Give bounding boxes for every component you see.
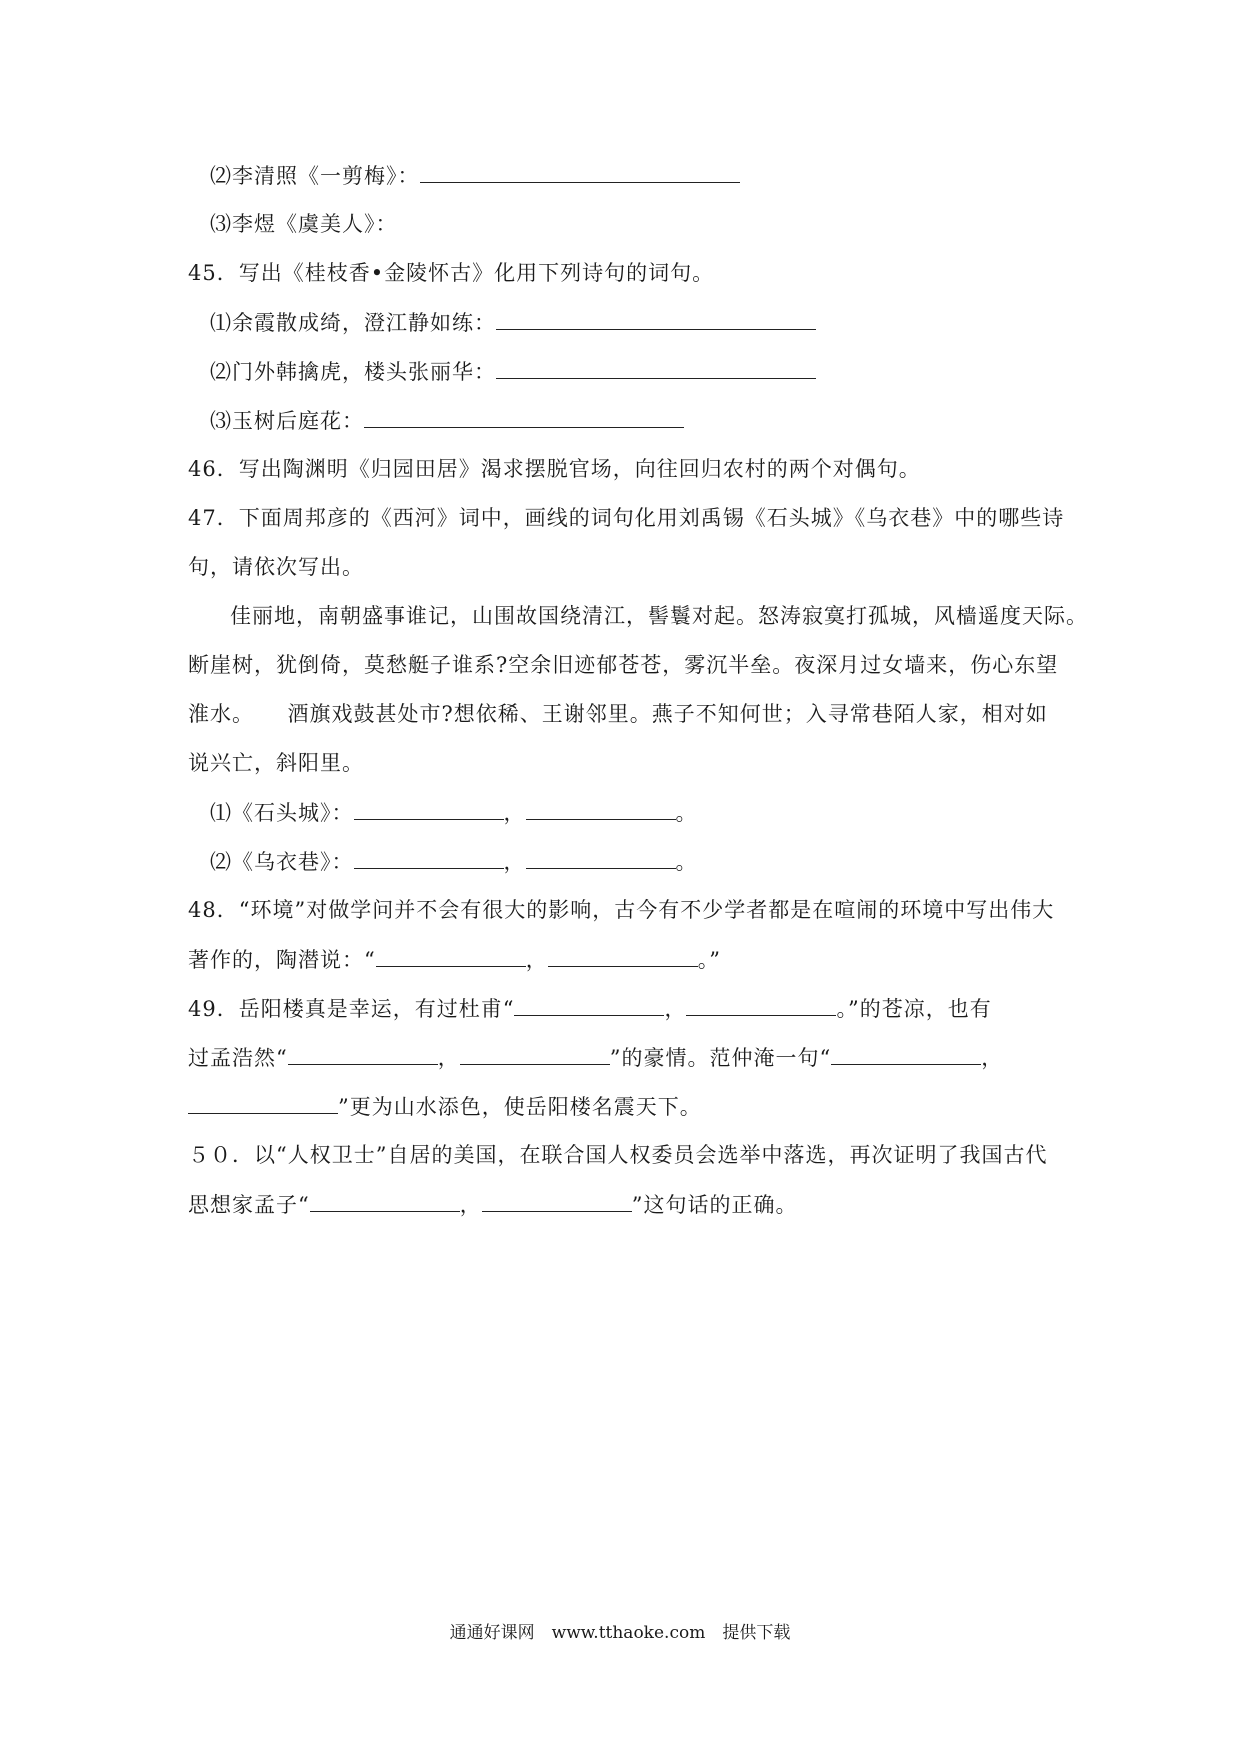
answer-blank[interactable]	[460, 1042, 610, 1065]
q49-line-3	[188, 1091, 702, 1122]
q47-item-2	[210, 846, 698, 877]
q49-line-3-suffix: ”更为山水添色，使岳阳楼名震天下。	[338, 1095, 702, 1119]
q49-line-2	[188, 1042, 1003, 1073]
q50-line-2	[188, 1189, 798, 1220]
answer-blank[interactable]	[310, 1189, 460, 1212]
q50-prefix: 思想家孟子“	[188, 1193, 310, 1217]
answer-blank[interactable]	[548, 944, 698, 967]
answer-blank[interactable]	[482, 1189, 632, 1212]
q47-item-2-label: ⑵《乌衣巷》：	[210, 850, 354, 874]
q44-item-3	[210, 209, 398, 239]
q48-line-1: 48．“环境”对做学问并不会有很大的影响，古今有不少学者都是在喧闹的环境中写出伟大	[188, 898, 1055, 922]
answer-blank[interactable]	[496, 307, 816, 330]
answer-blank[interactable]	[354, 846, 504, 869]
q45-item-1	[210, 307, 816, 338]
q48-prefix: 著作的，陶潜说：“	[188, 948, 376, 972]
q45-item-3-label: ⑶玉树后庭花：	[210, 409, 364, 433]
q45-item-2-label: ⑵门外韩擒虎，楼头张丽华：	[210, 360, 496, 384]
q50-line-1: ５０．以“人权卫士”自居的美国，在联合国人权委员会选举中落选，再次证明了我国古代	[188, 1143, 1048, 1167]
q47-passage-line-3: 淮水。 酒旗戏鼓甚处市?想依稀、王谢邻里。燕子不知何世；入寻常巷陌人家，相对如	[188, 702, 1048, 726]
comma: ，	[981, 1046, 1004, 1070]
period: 。	[675, 801, 698, 825]
q44-item-2	[210, 160, 740, 191]
q45-item-3	[210, 405, 684, 436]
q45-item-1-label: ⑴余霞散成绮，澄江静如练：	[210, 311, 496, 335]
answer-blank[interactable]	[496, 356, 816, 379]
comma: ，	[525, 948, 548, 972]
q46-stem: 46．写出陶渊明《归园田居》渴求摆脱官场，向往回归农村的两个对偶句。	[188, 457, 921, 481]
q47-stem-line-1: 47．下面周邦彦的《西河》词中，画线的词句化用刘禹锡《石头城》《乌衣巷》中的哪些诗	[188, 506, 1065, 530]
answer-blank[interactable]	[376, 944, 526, 967]
comma: ，	[459, 1193, 482, 1217]
answer-blank[interactable]	[831, 1042, 981, 1065]
q49-line-2-prefix: 过孟浩然“	[188, 1046, 288, 1070]
answer-blank[interactable]	[526, 846, 676, 869]
q44-item-3-label: ⑶李煜《虞美人》：	[210, 212, 398, 236]
q48-line-2	[188, 944, 721, 975]
answer-blank[interactable]	[514, 993, 664, 1016]
q48-suffix: 。”	[697, 948, 721, 972]
comma: ，	[437, 1046, 460, 1070]
q49-line-2-mid: ”的豪情。范仲淹一句“	[609, 1046, 832, 1070]
comma: ，	[503, 850, 526, 874]
q49-line-1	[188, 993, 992, 1024]
q49-prefix: 49．岳阳楼真是幸运，有过杜甫“	[188, 997, 515, 1021]
answer-blank[interactable]	[526, 797, 676, 820]
q47-stem-line-2: 句，请依次写出。	[188, 555, 364, 579]
q45-item-2	[210, 356, 816, 387]
answer-blank[interactable]	[188, 1091, 338, 1114]
q47-passage-line-2: 断崖树，犹倒倚，莫愁艇子谁系?空余旧迹郁苍苍，雾沉半垒。夜深月过女墙来，伤心东望	[188, 653, 1059, 677]
q44-item-2-label: ⑵李清照《一剪梅》：	[210, 164, 420, 188]
comma: ，	[503, 801, 526, 825]
q45-stem: 45．写出《桂枝香•金陵怀古》化用下列诗句的词句。	[188, 261, 715, 285]
q47-item-1	[210, 797, 698, 828]
page-footer: 通通好课网 www.tthaoke.com 提供下载	[449, 1623, 791, 1643]
answer-blank[interactable]	[288, 1042, 438, 1065]
answer-blank[interactable]	[354, 797, 504, 820]
comma: ，	[664, 997, 687, 1021]
q47-item-1-label: ⑴《石头城》：	[210, 801, 354, 825]
period: 。	[675, 850, 698, 874]
answer-blank[interactable]	[364, 405, 684, 428]
q47-passage-line-4: 说兴亡，斜阳里。	[188, 751, 364, 775]
answer-blank[interactable]	[686, 993, 836, 1016]
q50-suffix: ”这句话的正确。	[631, 1193, 798, 1217]
q47-passage-line-1: 佳丽地，南朝盛事谁记，山围故国绕清江，髻鬟对起。怒涛寂寞打孤城，风樯遥度天际。	[230, 604, 1088, 628]
answer-blank[interactable]	[420, 160, 740, 183]
q49-line-1-suffix: 。”的苍凉，也有	[836, 997, 992, 1021]
